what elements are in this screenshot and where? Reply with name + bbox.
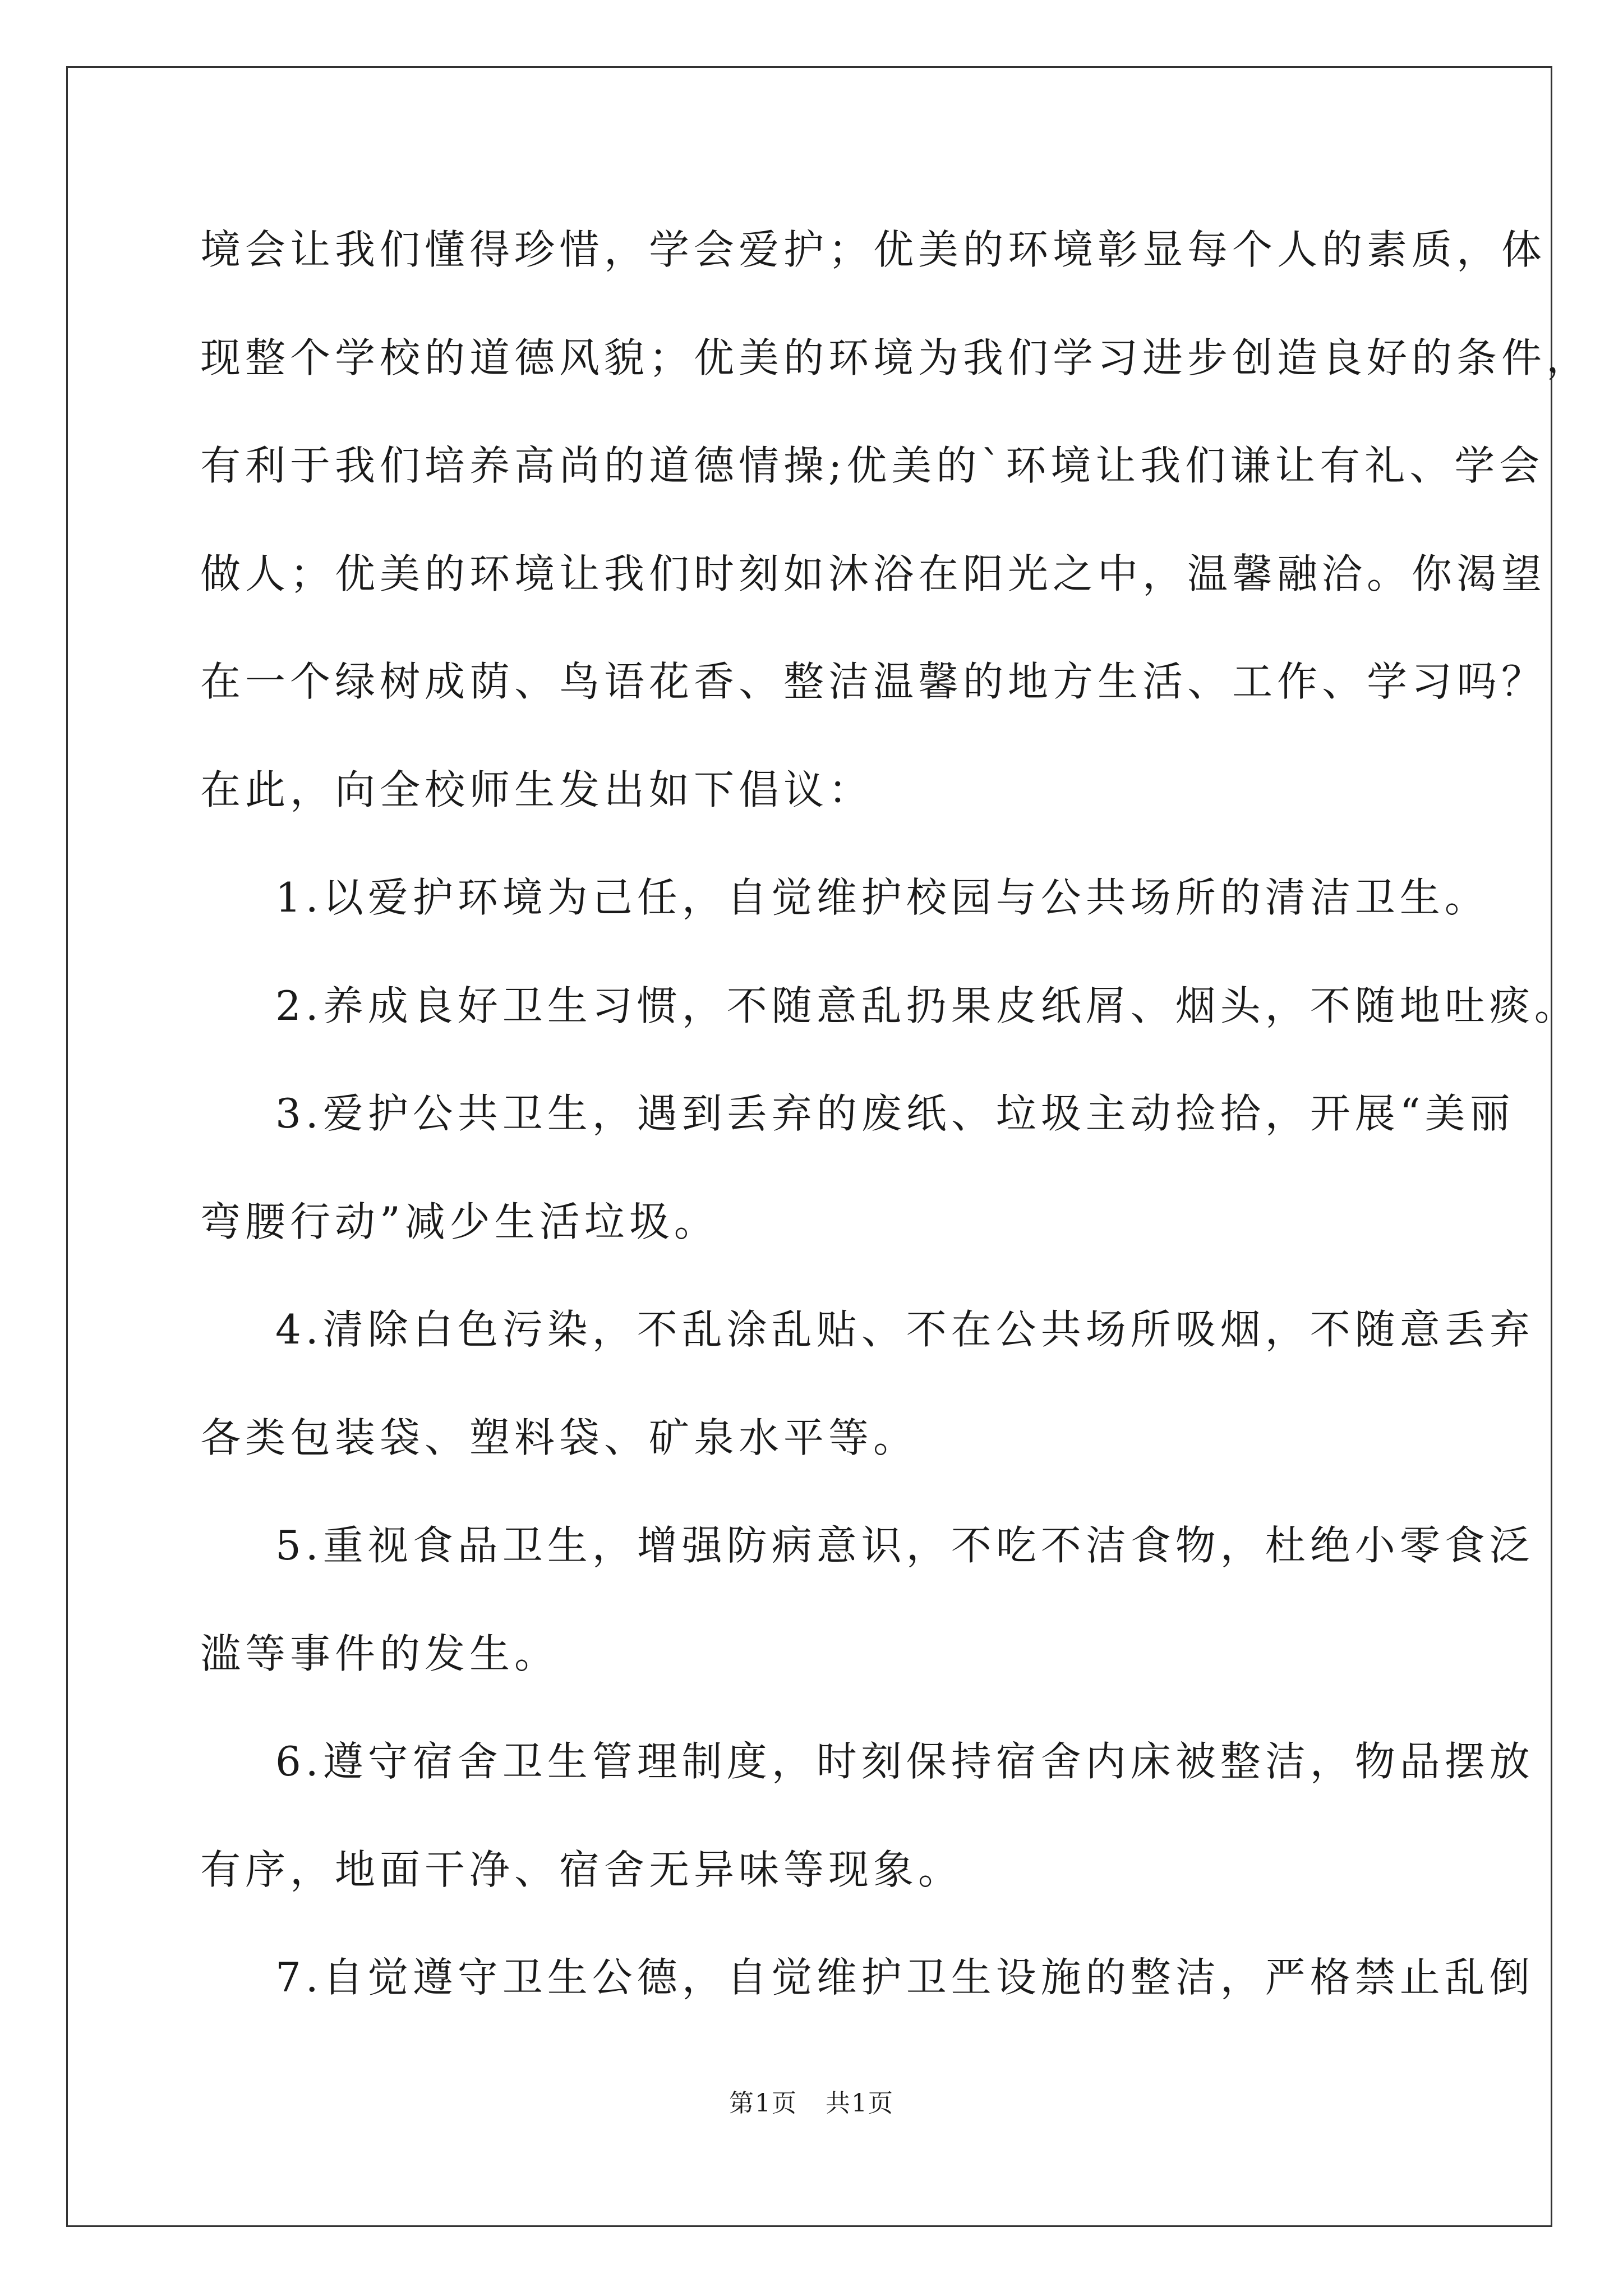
- text-line: 滥等事件的发生。: [200, 1630, 560, 1677]
- page-number-total: 共1页: [826, 2089, 894, 2118]
- page-footer: [0, 2083, 1623, 2119]
- document-body: [200, 216, 1592, 2052]
- text-line: 7.自觉遵守卫生公德，自觉维护卫生设施的整洁，严格禁止乱倒: [275, 1954, 1534, 2001]
- text-line: 4.清除白色污染，不乱涂乱贴、不在公共场所吸烟，不随意丢弃: [275, 1306, 1534, 1353]
- text-line: 在一个绿树成荫、鸟语花香、整洁温馨的地方生活、工作、学习吗？: [200, 658, 1547, 705]
- text-line: 有序，地面干净、宿舍无异味等现象。: [200, 1846, 963, 1893]
- text-line: 6.遵守宿舍卫生管理制度，时刻保持宿舍内床被整洁，物品摆放: [275, 1738, 1534, 1785]
- text-line: 境会让我们懂得珍惜，学会爱护；优美的环境彰显每个人的素质，体: [200, 226, 1547, 273]
- text-line: 5.重视食品卫生，增强防病意识，不吃不洁食物，杜绝小零食泛: [275, 1522, 1534, 1569]
- text-line: 现整个学校的道德风貌；优美的环境为我们学习进步创造良好的条件，: [200, 334, 1592, 381]
- text-line: 各类包装袋、塑料袋、矿泉水平等。: [200, 1414, 919, 1461]
- text-line: 做人；优美的环境让我们时刻如沐浴在阳光之中，温馨融洽。你渴望: [200, 550, 1547, 597]
- text-line: 有利于我们培养高尚的道德情操;优美的`环境让我们谦让有礼、学会: [200, 442, 1544, 489]
- text-line: 1.以爱护环境为己任，自觉维护校园与公共场所的清洁卫生。: [275, 874, 1490, 921]
- text-line: 在此，向全校师生发出如下倡议：: [200, 766, 874, 813]
- text-line: 3.爱护公共卫生，遇到丢弃的废纸、垃圾主动捡拾，开展“美丽: [275, 1090, 1515, 1137]
- text-line: 弯腰行动”减少生活垃圾。: [200, 1198, 719, 1245]
- page-number-current: 第1页: [729, 2089, 797, 2118]
- text-line: 2.养成良好卫生习惯，不随意乱扔果皮纸屑、烟头，不随地吐痰。: [275, 982, 1579, 1029]
